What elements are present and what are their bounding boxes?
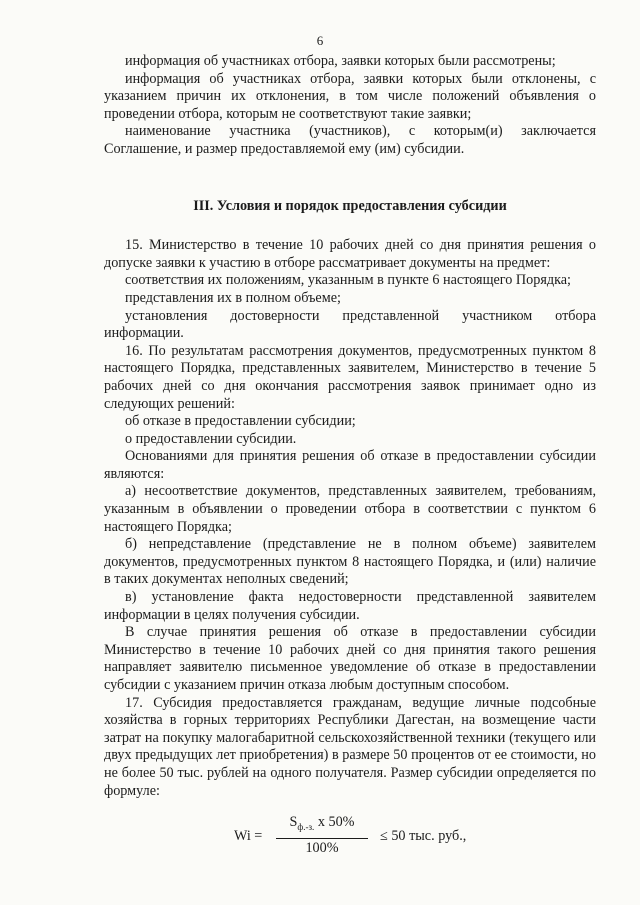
paragraph: об отказе в предоставлении субсидии; [125,413,356,430]
paragraph: соответствия их положениям, указанным в пункте 6 настоящего Порядка; [125,272,571,289]
section-heading: III. Условия и порядок предоставления субсидии [193,197,507,214]
formula-lhs: Wi = [234,828,263,845]
paragraph: В случае принятия решения об отказе в предоставлении субсидии Министерство в течение 10 рабочих дней со дня принятия такого решения направляет заявителю письменное уведомление об отказе в предоставлении субсидии с указанием причин отказа любым доступным способом. [104,624,596,693]
paragraph: Основаниями для принятия решения об отказе в предоставлении субсидии являются: [104,448,596,482]
paragraph: информация об участниках отбора, заявки которых были отклонены, с указанием причин их отклонения, в том числе положений объявления о проведении отбора, которым не соответствуют такие заявки; [104,70,596,122]
paragraph: установления достоверности представленной участником отбора информации. [104,307,596,342]
paragraph: 15. Министерство в течение 10 рабочих дней со дня принятия решения о допуске заявки к участию в отборе рассматривает документы на предмет: [104,237,596,271]
document-body [104,53,596,858]
paragraph: 17. Субсидия предоставляется гражданам, ведущие личные подсобные хозяйства в горных территориях Республики Дагестан, на возмещение части затрат на покупку малогабаритной сельскохозяйственной техники (текущего или двух предыдущих лет приобретения) в размере 50 процентов от ее стоимости, но не более 50 тыс. рублей на одного получателя. Размер субсидии определяется по формуле: [104,694,596,799]
formula-subscript: ф.-з. [297,821,315,832]
formula-numerator [274,814,370,837]
paragraph: в) установление факта недостоверности представленной заявителем информации в целях получения субсидии. [104,589,596,623]
paragraph: информация об участниках отбора, заявки которых были рассмотрены; [125,53,556,69]
page-number: 6 [316,33,324,48]
paragraph: о предоставлении субсидии. [125,430,297,447]
formula-rhs: ≤ 50 тыс. руб., [380,828,467,845]
paragraph: представления их в полном объеме; [125,289,341,306]
paragraph: 16. По результатам рассмотрения документов, предусмотренных пунктом 8 настоящего Порядка, представленных заявителем, Министерство в течение 5 рабочих дней со дня окончания рассмотрения заявок принимает одно из следующих решений: [104,342,596,412]
paragraph: б) непредставление (представление не в полном объеме) заявителем документов, предусмотренных пунктом 8 настоящего Порядка, и (или) наличие в таких документах неполных сведений; [104,536,596,588]
formula-numerator-rest: x 50% [317,814,355,831]
formula-fraction [274,814,370,857]
formula-symbol: S [289,814,298,831]
formula-denominator: 100% [305,839,339,856]
subsidy-formula [104,814,596,858]
paragraph: наименование участника (участников), с которым(и) заключается Соглашение, и размер предоставляемой ему (им) субсидии. [104,123,596,157]
paragraph: а) несоответствие документов, представленных заявителем, требованиям, указанным в объявлении о проведении отбора в соответствии с пунктом 6 настоящего Порядка; [104,483,596,535]
